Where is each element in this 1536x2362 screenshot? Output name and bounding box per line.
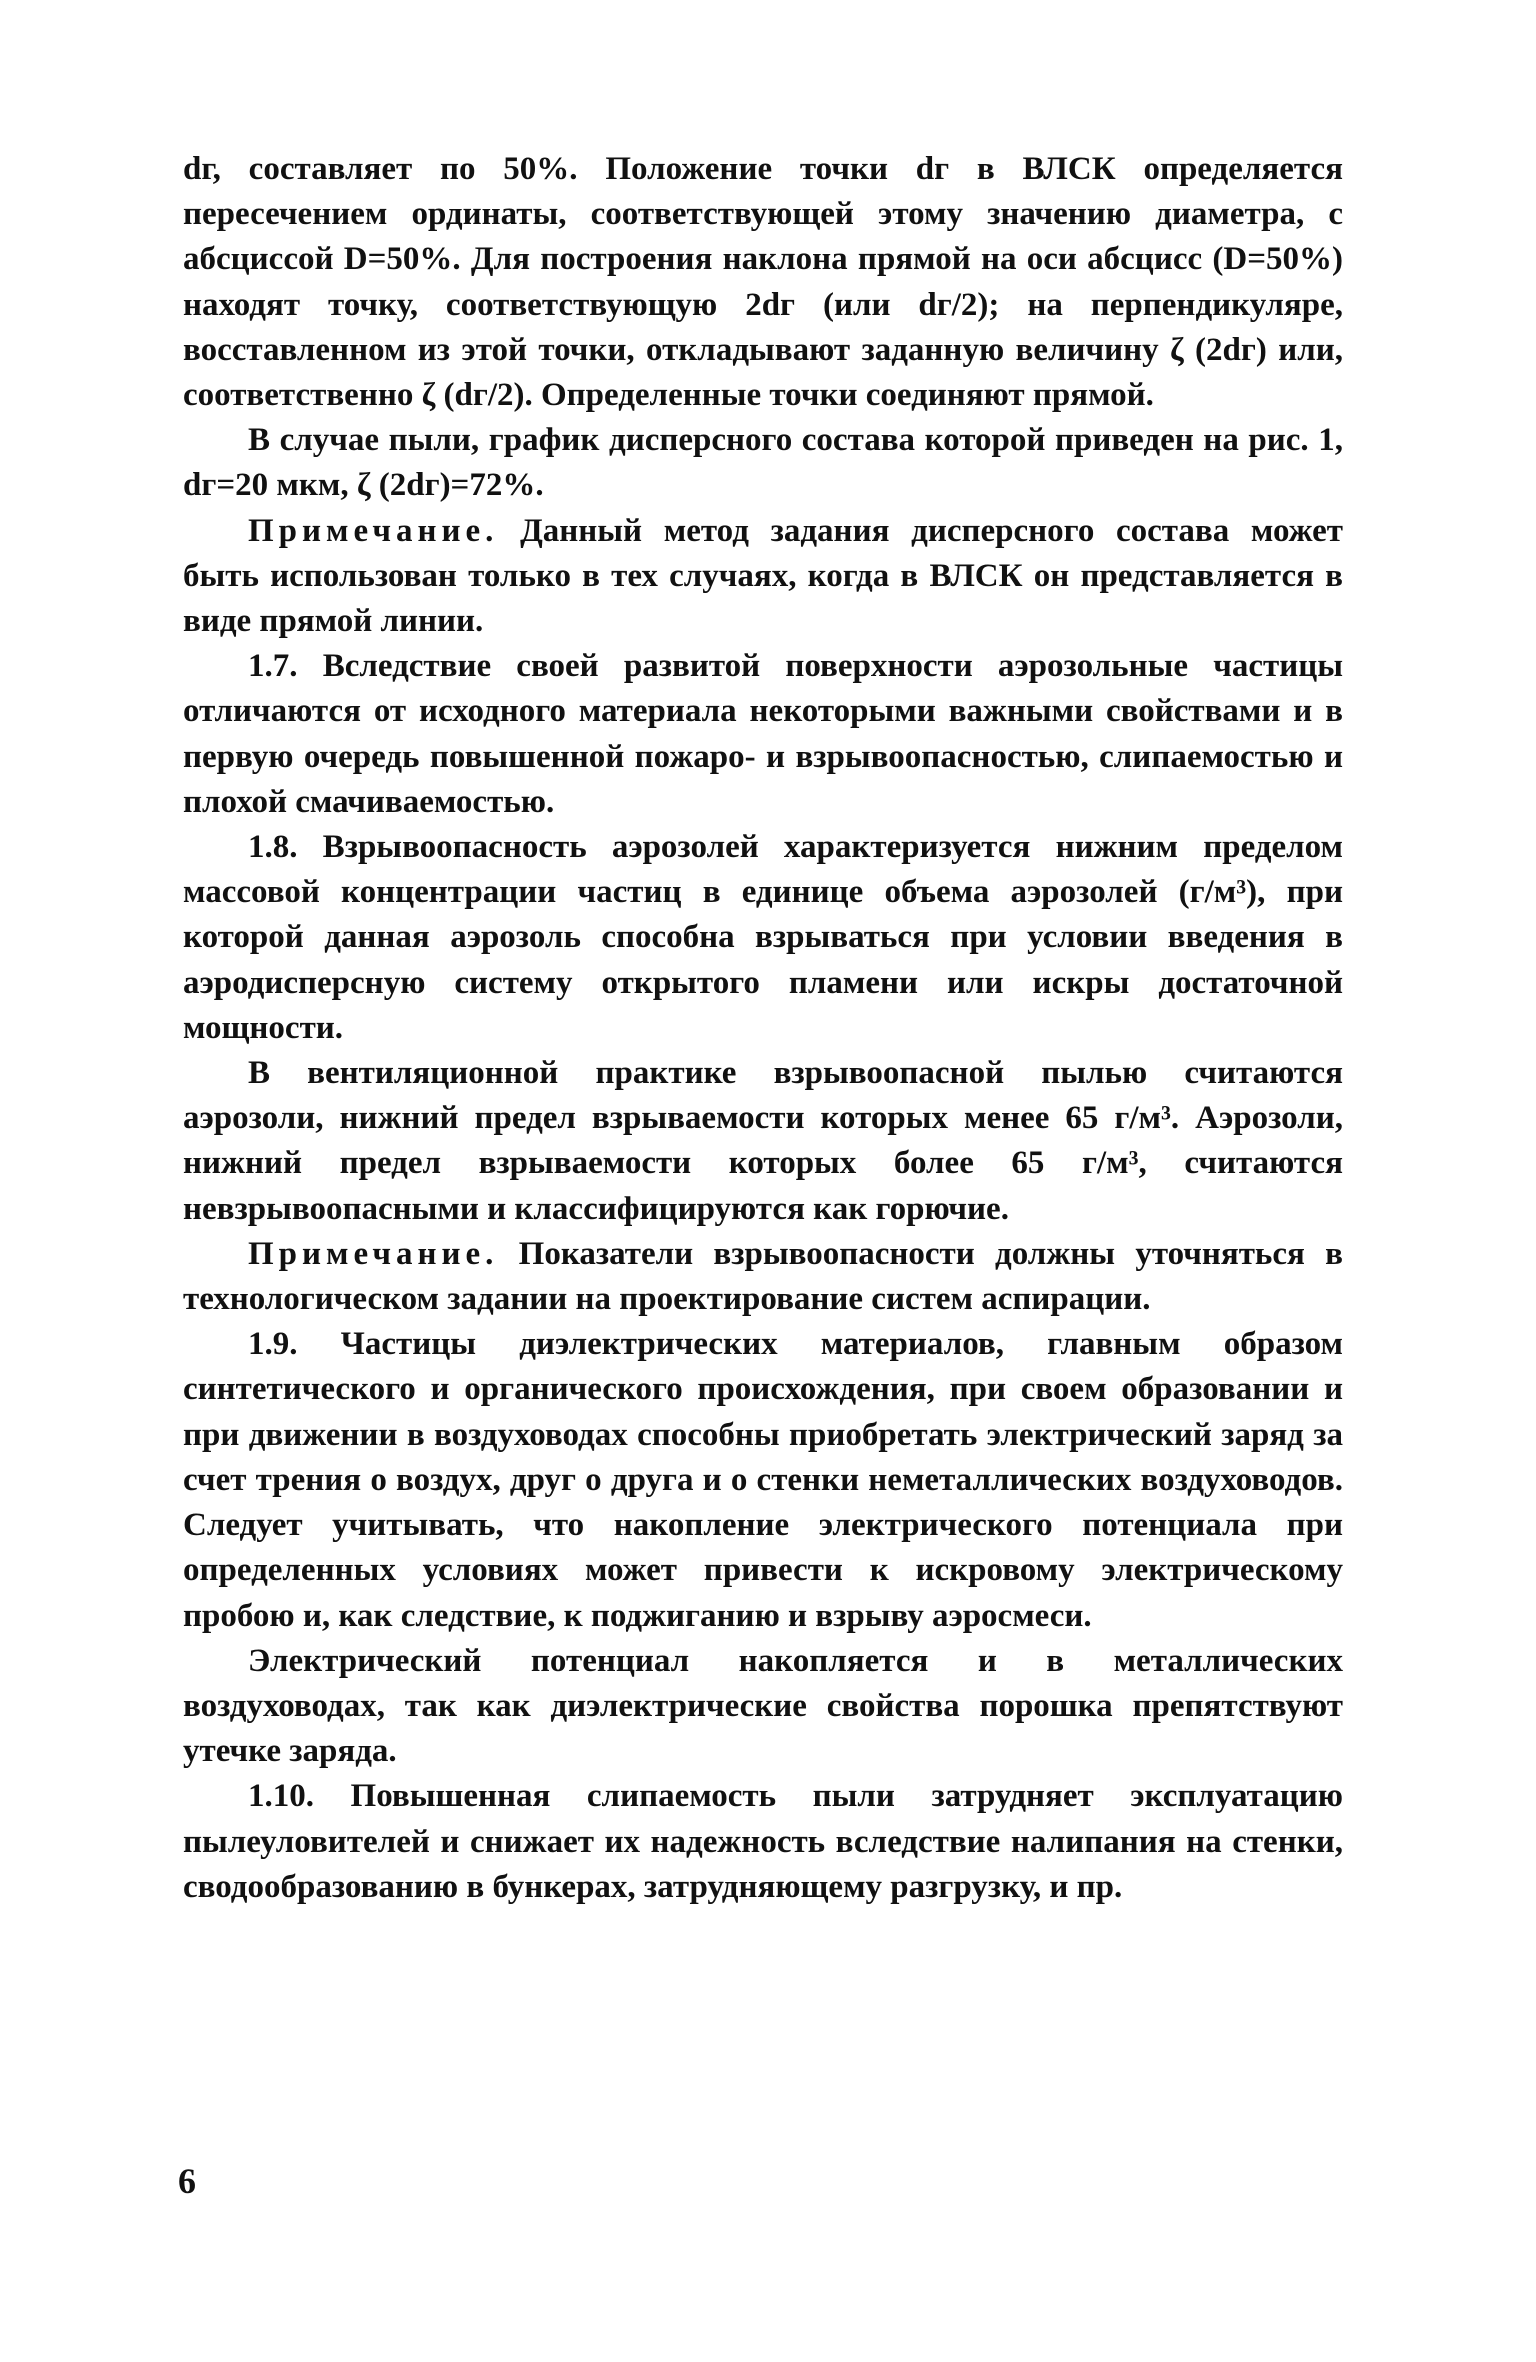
note-paragraph-2 <box>183 1232 1343 1322</box>
note-label: Примечание. <box>248 1235 499 1272</box>
section-1-8: 1.8. Взрывоопасность аэрозолей характеризуется нижним пределом массовой концентрации частиц в единице объема аэрозолей (г/м³), при которой данная аэрозоль способна взрываться при условии введения в аэродисперсную систему открытого пламени или искры достаточной мощности. <box>183 829 1343 1046</box>
section-1-9: 1.9. Частицы диэлектрических материалов, главным образом синтетического и органического происхождения, при своем образовании и при движении в воздуховодах способны приобретать электрический заряд за счет трения о воздух, друг о друга и о стенки неметаллических воздуховодов. Следует учитывать, что накопление электрического потенциала при определенных условиях может привести к искровому электрическому пробою и, как следствие, к поджиганию и взрыву аэросмеси. <box>183 1326 1343 1634</box>
note-paragraph-1 <box>183 509 1343 645</box>
paragraph-explosion-threshold: В вентиляционной практике взрывоопасной пылью считаются аэрозоли, нижний предел взрываемости которых менее 65 г/м³. Аэрозоли, нижний предел взрываемости которых более 65 г/м³, считаются невзрывоопасными и классифицируются как горючие. <box>183 1055 1343 1227</box>
body-text <box>183 147 1343 1910</box>
paragraph-example: В случае пыли, график дисперсного состава которой приведен на рис. 1, dг=20 мкм, ζ (2dг)=72%. <box>183 422 1343 504</box>
page-number: 6 <box>178 2161 196 2201</box>
paragraph-electric-potential: Электрический потенциал накопляется и в металлических воздуховодах, так как диэлектрические свойства порошка препятствуют утечке заряда. <box>183 1642 1343 1770</box>
note-label: Примечание. <box>248 512 499 549</box>
note-text: Показатели взрывоопасности должны уточняться в технологическом задании на проектирование систем аспирации. <box>183 1235 1343 1318</box>
note-text: Данный метод задания дисперсного состава может быть использован только в тех случаях, когда в ВЛСК он представляется в виде прямой линии. <box>183 512 1343 640</box>
section-1-10: 1.10. Повышенная слипаемость пыли затрудняет эксплуатацию пылеуловителей и снижает их надежность вследствие налипания на стенки, сводообразованию в бункерах, затрудняющему разгрузку, и пр. <box>183 1778 1343 1905</box>
paragraph-continuation: dг, составляет по 50%. Положение точки dг в ВЛСК определяется пересечением ординаты, соответствующей этому значению диаметра, с абсциссой D=50%. Для построения наклона прямой на оси абсцисс (D=50%) находят точку, соответствующую 2dг (или dг/2); на перпендикуляре, восставленном из этой точки, откладывают заданную величину ζ (2dг) или, соответственно ζ (dг/2). Определенные точки соединяют прямой. <box>183 151 1343 414</box>
section-1-7: 1.7. Вследствие своей развитой поверхности аэрозольные частицы отличаются от исходного материала некоторыми важными свойствами и в первую очередь повышенной пожаро- и взрывоопасностью, слипаемостью и плохой смачиваемостью. <box>183 648 1343 820</box>
